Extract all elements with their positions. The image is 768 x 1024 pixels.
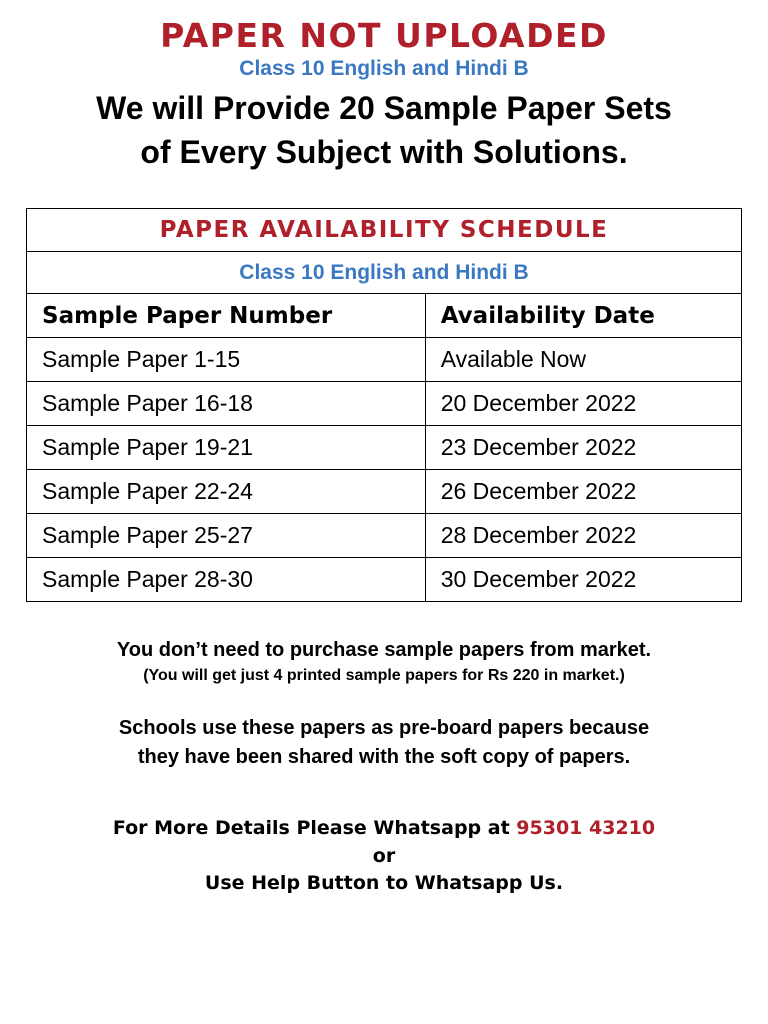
availability-date-cell: 28 December 2022 — [425, 514, 741, 558]
availability-date-cell: 23 December 2022 — [425, 426, 741, 470]
table-row — [27, 382, 742, 426]
availability-date-cell: Available Now — [425, 338, 741, 382]
schools-note-line-1: Schools use these papers as pre-board papers because — [118, 717, 650, 739]
market-price-note: (You will get just 4 printed sample papers for Rs 220 in market.) — [143, 667, 625, 684]
table-row — [27, 514, 742, 558]
table-header-row — [27, 294, 742, 338]
paper-number-cell: Sample Paper 25-27 — [27, 514, 426, 558]
market-note: You don’t need to purchase sample papers from market. — [116, 639, 652, 661]
promo-line-1: We will Provide 20 Sample Paper Sets — [96, 90, 672, 126]
table-row — [27, 426, 742, 470]
whatsapp-phone-number[interactable]: 95301 43210 — [516, 817, 656, 839]
paper-number-cell: Sample Paper 19-21 — [27, 426, 426, 470]
column-header-availability-date: Availability Date — [425, 294, 741, 338]
schools-note — [0, 714, 768, 772]
column-header-paper-number: Sample Paper Number — [27, 294, 426, 338]
schools-note-line-2: they have been shared with the soft copy of papers. — [137, 746, 631, 768]
table-row — [27, 558, 742, 602]
promo-text — [0, 86, 768, 174]
table-row — [27, 470, 742, 514]
paper-number-cell: Sample Paper 28-30 — [27, 558, 426, 602]
contact-line — [0, 815, 768, 842]
contact-or: or — [372, 845, 396, 867]
availability-schedule-table — [26, 208, 742, 602]
schedule-subtitle: Class 10 English and Hindi B — [27, 252, 742, 294]
class-subline: Class 10 English and Hindi B — [239, 57, 529, 80]
paper-number-cell: Sample Paper 16-18 — [27, 382, 426, 426]
table-row — [27, 338, 742, 382]
availability-date-cell: 20 December 2022 — [425, 382, 741, 426]
schedule-title: PAPER AVAILABILITY SCHEDULE — [27, 209, 742, 252]
paper-number-cell: Sample Paper 1-15 — [27, 338, 426, 382]
availability-date-cell: 26 December 2022 — [425, 470, 741, 514]
headline: PAPER NOT UPLOADED — [160, 16, 608, 55]
availability-date-cell: 30 December 2022 — [425, 558, 741, 602]
help-button-note: Use Help Button to Whatsapp Us. — [204, 872, 564, 894]
contact-prefix: For More Details Please Whatsapp at — [112, 817, 517, 839]
paper-number-cell: Sample Paper 22-24 — [27, 470, 426, 514]
promo-line-2: of Every Subject with Solutions. — [140, 134, 628, 170]
